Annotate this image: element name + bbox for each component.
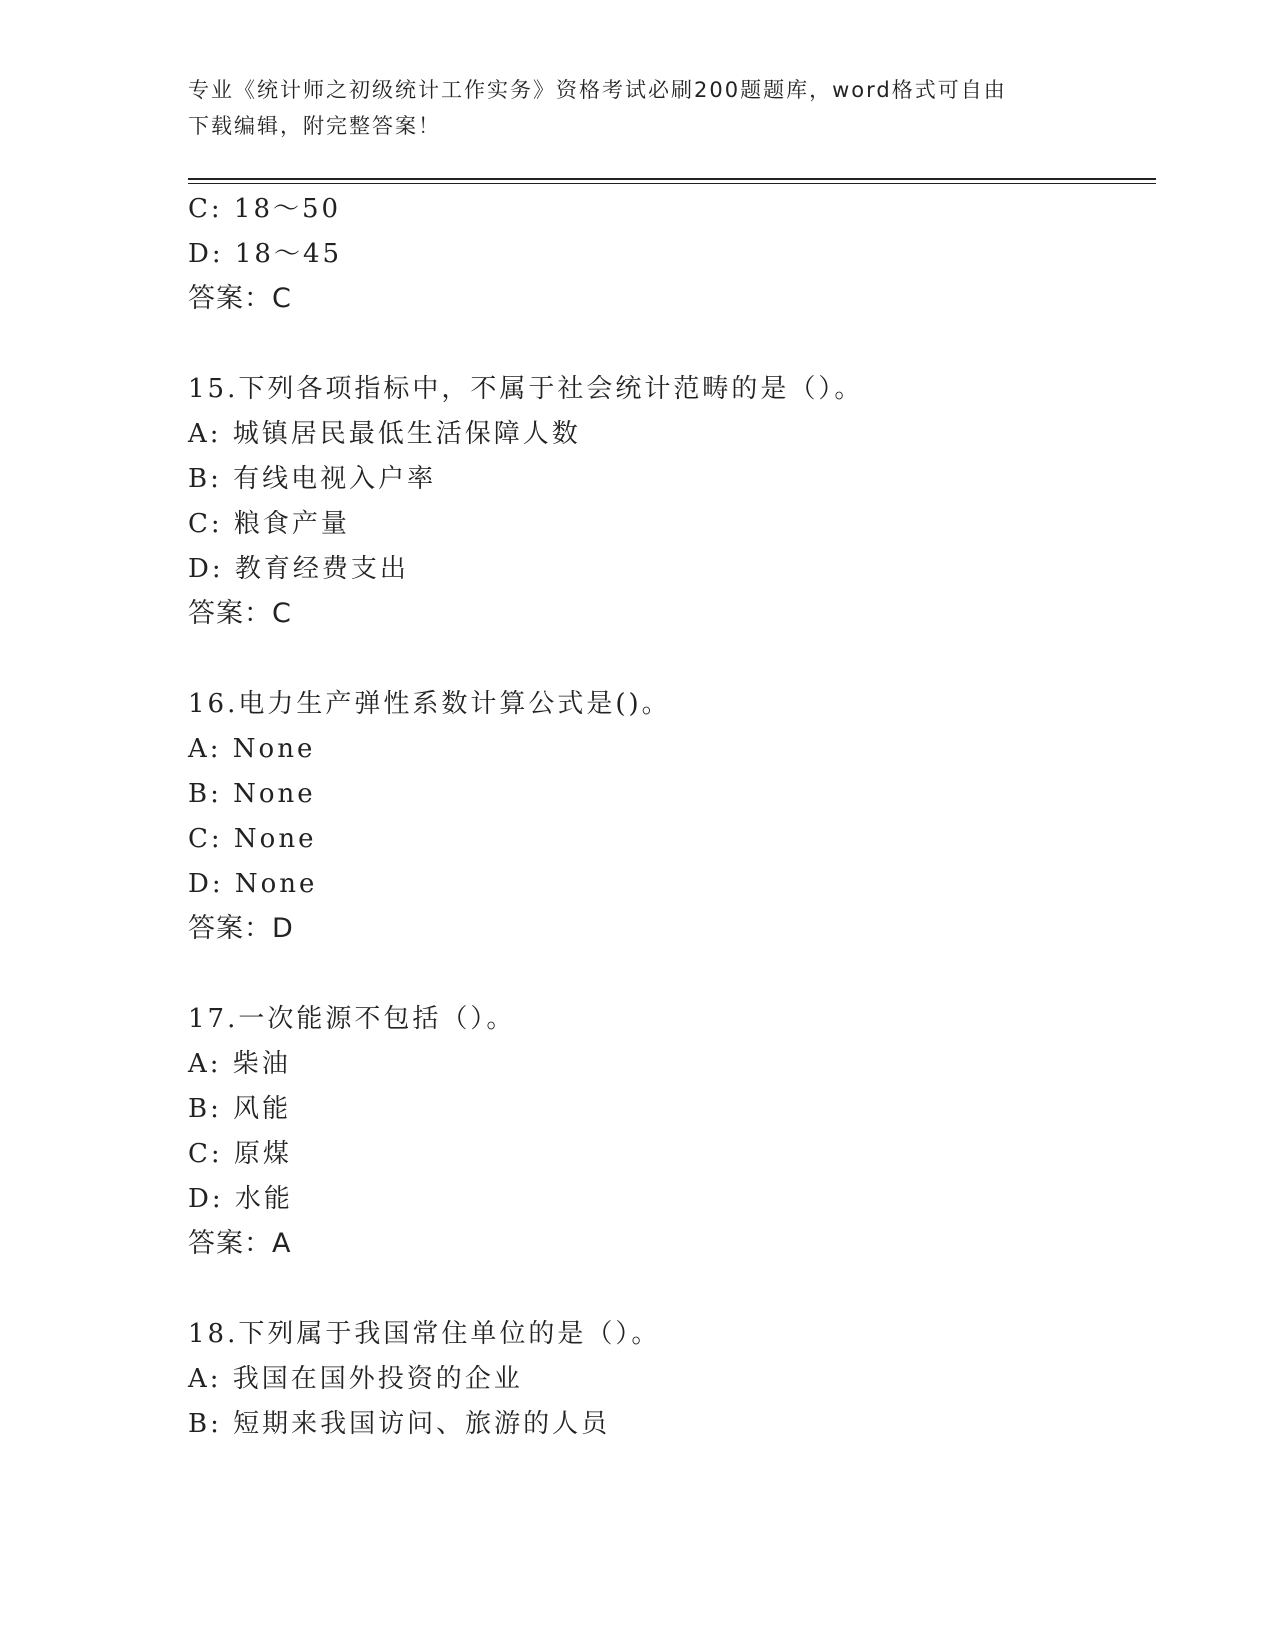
header-line-2: 下载编辑，附完整答案！ (188, 114, 441, 138)
q17-question: 17.一次能源不包括（）。 (188, 1004, 516, 1034)
q14-answer: 答案：C (188, 283, 292, 314)
q18-option-a: A: 我国在国外投资的企业 (188, 1364, 523, 1394)
header-line-1: 专业《统计师之初级统计工作实务》资格考试必刷200题题库，word格式可自由 (188, 78, 1007, 102)
q15-option-d: D: 教育经费支出 (188, 554, 409, 584)
q15-answer: 答案：C (188, 598, 292, 629)
q14-option-d: D: 18～45 (188, 239, 343, 269)
q17-option-d: D: 水能 (188, 1184, 293, 1214)
q18-option-b: B: 短期来我国访问、旅游的人员 (188, 1409, 611, 1439)
q15-question: 15.下列各项指标中，不属于社会统计范畴的是（）。 (188, 374, 864, 404)
q18-question: 18.下列属于我国常住单位的是（）。 (188, 1319, 661, 1349)
document-header (188, 72, 1088, 144)
q15-option-b: B: 有线电视入户率 (188, 464, 437, 494)
q17-option-b: B: 风能 (188, 1094, 292, 1124)
q16-answer: 答案：D (188, 913, 294, 944)
q14-option-c: C: 18～50 (188, 194, 342, 224)
q17-option-c: C: 原煤 (188, 1139, 292, 1169)
q16-option-c: C: None (188, 824, 317, 854)
q17-answer: 答案：A (188, 1228, 292, 1259)
q15-option-c: C: 粮食产量 (188, 509, 350, 539)
header-rule (188, 178, 1156, 180)
q16-option-d: D: None (188, 869, 318, 899)
q16-option-a: A: None (188, 734, 316, 764)
header-rule-thin (188, 183, 1156, 184)
q17-option-a: A: 柴油 (188, 1049, 291, 1079)
q16-question: 16.电力生产弹性系数计算公式是()。 (188, 689, 671, 719)
q15-option-a: A: 城镇居民最低生活保障人数 (188, 419, 581, 449)
q16-option-b: B: None (188, 779, 316, 809)
